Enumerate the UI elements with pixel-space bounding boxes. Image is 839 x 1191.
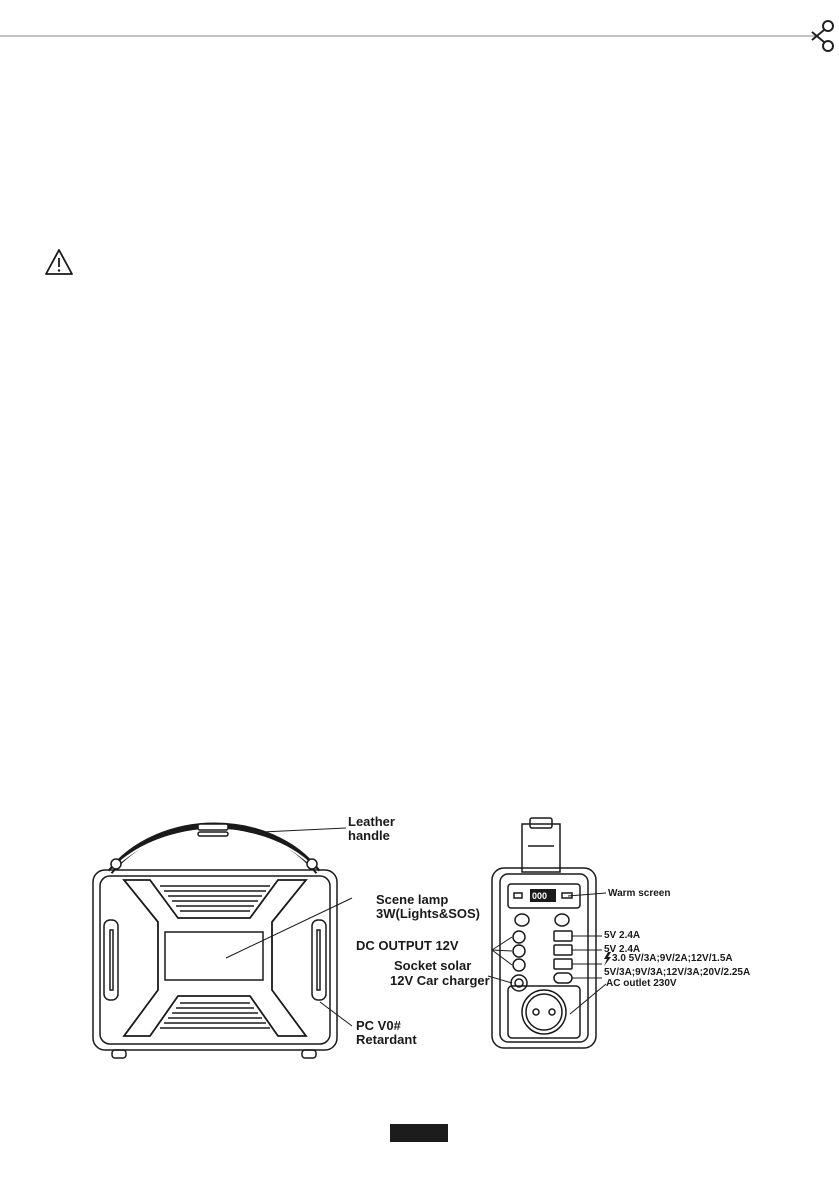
socket-label-1: Socket solar bbox=[394, 958, 472, 973]
lamp-label-1: Scene lamp bbox=[376, 892, 449, 907]
scene-lamp bbox=[165, 932, 263, 980]
screen-reading: 000 bbox=[532, 891, 548, 901]
top-vent bbox=[160, 886, 270, 911]
typec-port bbox=[554, 973, 572, 983]
light-button[interactable] bbox=[555, 914, 569, 926]
shell-label-1: PC V0# bbox=[356, 1018, 401, 1033]
dc-port-2 bbox=[513, 945, 525, 957]
side-handle bbox=[522, 824, 560, 872]
cut-line bbox=[0, 0, 839, 60]
dc-port-3 bbox=[513, 959, 525, 971]
scissors-icon bbox=[812, 21, 833, 51]
bottom-vent bbox=[160, 1003, 270, 1028]
power-station-front-view bbox=[93, 824, 352, 1058]
shell-label-2: Retardant bbox=[356, 1032, 417, 1047]
typec-label: 5V/3A;9V/3A;12V/3A;20V/2.25A bbox=[604, 967, 751, 978]
dc-port-1 bbox=[513, 931, 525, 943]
usb2-label: 5V 2.4A bbox=[604, 944, 641, 955]
page-number-tab bbox=[390, 1124, 448, 1142]
product-diagram bbox=[0, 800, 839, 1100]
usb-port-1 bbox=[554, 931, 572, 941]
lamp-label-2: 3W(Lights&SOS) bbox=[376, 906, 480, 921]
qc-label: 3.0 5V/3A;9V/2A;12V/1.5A bbox=[612, 953, 733, 964]
usb-port-2 bbox=[554, 945, 572, 955]
power-station-side-view bbox=[488, 818, 606, 1048]
dc-output-label: DC OUTPUT 12V bbox=[356, 938, 459, 953]
qc-port bbox=[554, 959, 572, 969]
warm-screen-label: Warm screen bbox=[608, 888, 671, 899]
warning-triangle-icon bbox=[44, 248, 74, 276]
usb1-label: 5V 2.4A bbox=[604, 930, 641, 941]
handle-label-1: Leather bbox=[348, 814, 395, 829]
handle-label-2: handle bbox=[348, 828, 390, 843]
power-button[interactable] bbox=[515, 914, 529, 926]
ac-outlet-label: AC outlet 230V bbox=[606, 978, 677, 989]
socket-label-2: 12V Car charger bbox=[390, 973, 490, 988]
car-charger-socket bbox=[511, 975, 527, 991]
